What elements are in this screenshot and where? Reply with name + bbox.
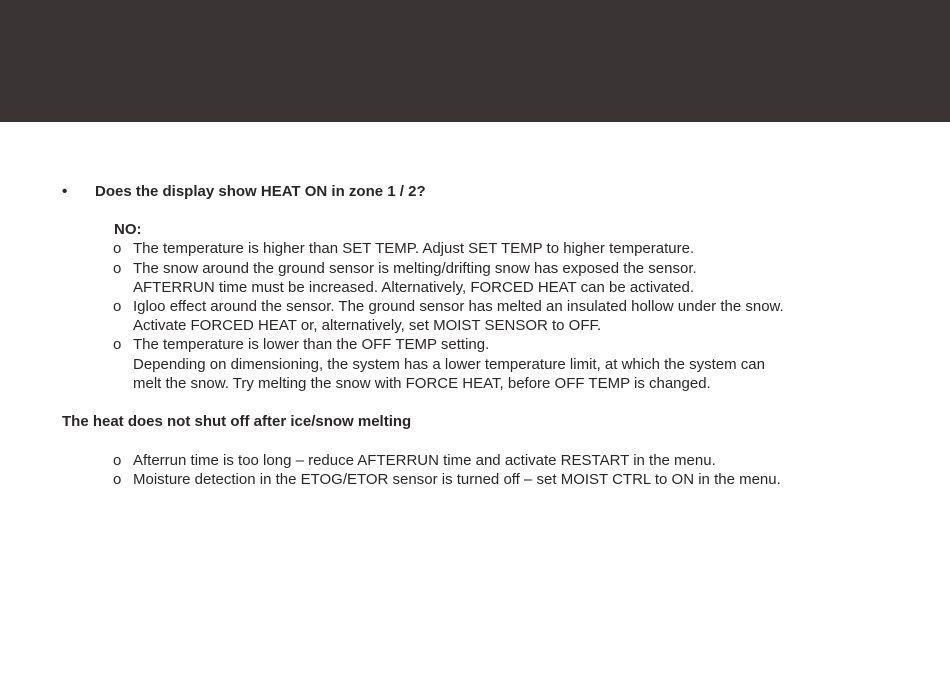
header-band (0, 0, 950, 122)
no-item-3-line-1: Igloo effect around the sensor. The ground sensor has melted an insulated hollow under the snow. (133, 298, 784, 315)
no-item-3-line-2: Activate FORCED HEAT or, alternatively, set MOIST SENSOR to OFF. (133, 317, 602, 334)
bullet-icon: • (62, 183, 68, 200)
no-label: NO: (114, 221, 142, 238)
question-heading: Does the display show HEAT ON in zone 1 / 2? (95, 183, 426, 200)
no-item-1-line-1: The temperature is higher than SET TEMP. Adjust SET TEMP to higher temperature. (133, 240, 695, 257)
list-marker: o (113, 240, 122, 257)
section-heading-heat: The heat does not shut off after ice/snow melting (62, 413, 412, 430)
list-marker: o (113, 336, 122, 353)
no-item-4-line-2: Depending on dimensioning, the system has a lower temperature limit, at which the system can (133, 356, 765, 373)
no-item-4-line-1: The temperature is lower than the OFF TEMP setting. (133, 336, 490, 353)
heat-item-1-line-1: Afterrun time is too long – reduce AFTERRUN time and activate RESTART in the menu. (133, 452, 716, 469)
list-marker: o (113, 471, 122, 488)
list-marker: o (113, 452, 122, 469)
list-marker: o (113, 260, 122, 277)
no-item-2-line-1: The snow around the ground sensor is melting/drifting snow has exposed the sensor. (133, 260, 697, 277)
no-item-2-line-2: AFTERRUN time must be increased. Alternatively, FORCED HEAT can be activated. (133, 279, 695, 296)
heat-item-2-line-1: Moisture detection in the ETOG/ETOR sensor is turned off – set MOIST CTRL to ON in the menu. (133, 471, 781, 488)
no-item-4-line-3: melt the snow. Try melting the snow with FORCE HEAT, before OFF TEMP is changed. (133, 375, 711, 392)
list-marker: o (113, 298, 122, 315)
